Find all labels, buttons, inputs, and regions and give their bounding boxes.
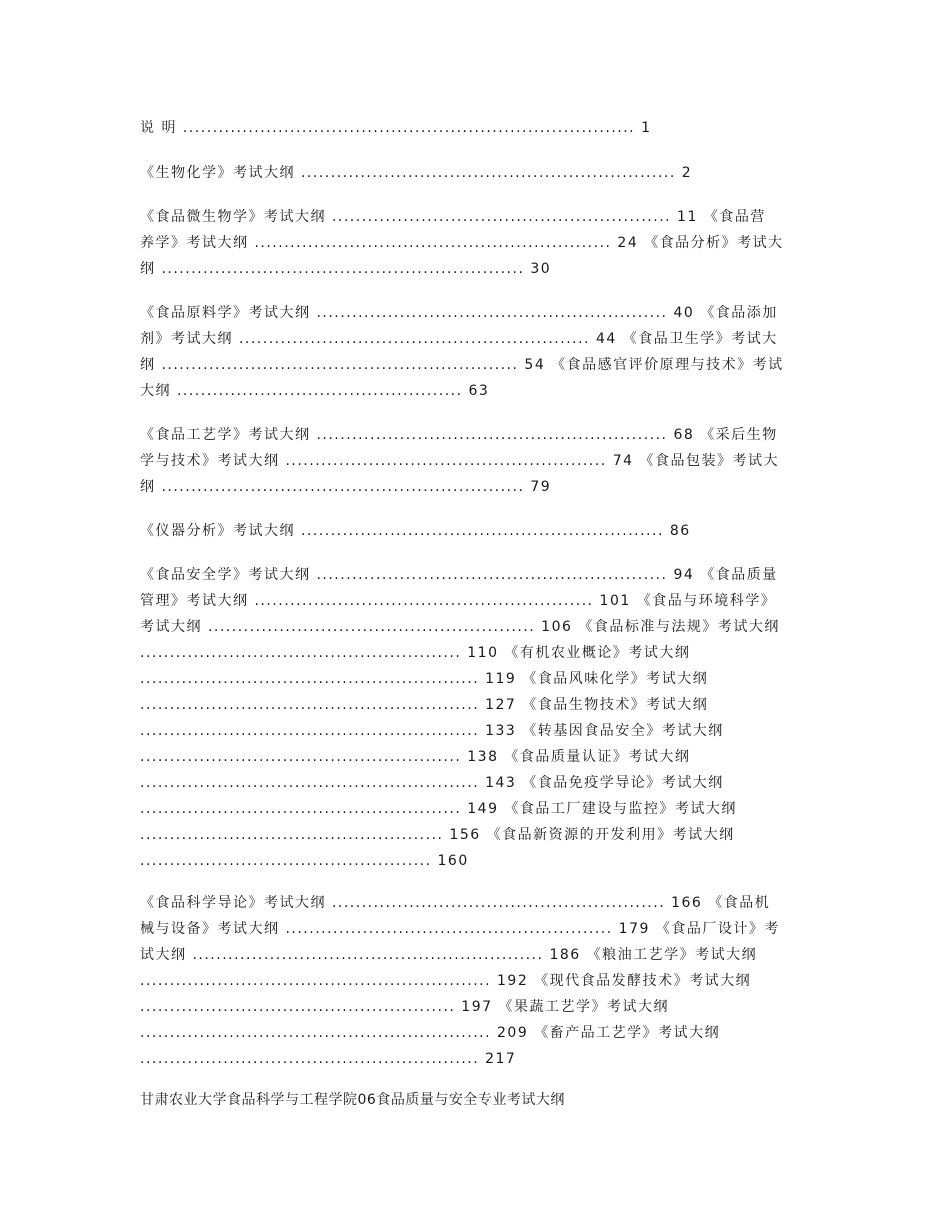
toc-line: 械与设备》考试大纲 ....................................................... 179 《食品厂设计》考 [140, 921, 780, 937]
toc-line: 《食品科学导论》考试大纲 ........................................................ 166 《食品机 [140, 895, 771, 911]
toc-line: 试大纲 ........................................................... 186 《粮油工艺学》考试大纲 [140, 947, 758, 963]
toc-line: ........................................................... 192 《现代食品发酵技术》考试大纲 [140, 973, 752, 989]
toc-line: ...................................................... 110 《有机农业概论》考试大纲 [140, 645, 691, 661]
toc-line: ................................................. 160 [140, 853, 469, 869]
toc-line: 《生物化学》考试大纲 ............................................................... 2 [140, 165, 693, 181]
toc-group-raw-materials[interactable] [140, 300, 810, 404]
toc-line: ......................................................... 133 《转基因食品安全》考试大纲 [140, 723, 724, 739]
toc-entry-instrumental-analysis[interactable] [140, 518, 810, 544]
toc-group-science-intro[interactable] [140, 890, 810, 1072]
toc-entry-biochemistry[interactable] [140, 160, 810, 186]
toc-line: 大纲 ................................................ 63 [140, 383, 490, 399]
toc-line: 《食品原料学》考试大纲 ........................................................... 40 《食品添加 [140, 305, 778, 321]
toc-line: ......................................................... 143 《食品免疫学导论》考试大纲 [140, 775, 724, 791]
toc-group-technology[interactable] [140, 422, 810, 500]
toc-line: ................................................... 156 《食品新资源的开发利用》考试大纲 [140, 827, 735, 843]
toc-line: ......................................................... 217 [140, 1051, 517, 1067]
toc-line: ......................................................... 119 《食品风味化学》考试大纲 [140, 671, 709, 687]
document-footer: 甘肃农业大学食品科学与工程学院06食品质量与安全专业考试大纲 [140, 1092, 565, 1108]
toc-line: 养学》考试大纲 ............................................................ 24 《食品分析》考试大 [140, 235, 784, 251]
toc-line: 管理》考试大纲 ......................................................... 101 《食品与环境科学》 [140, 593, 777, 609]
toc-entry-shuoming[interactable] [140, 115, 810, 141]
toc-line: 《食品工艺学》考试大纲 ........................................................... 68 《采后生物 [140, 427, 778, 443]
toc-line: 《仪器分析》考试大纲 ............................................................. 86 [140, 523, 691, 539]
toc-line: ........................................................... 209 《畜产品工艺学》考试大纲 [140, 1025, 721, 1041]
toc-line: 剂》考试大纲 ........................................................... 44 《食品卫生学》考试大 [140, 331, 778, 347]
toc-line: ......................................................... 127 《食品生物技术》考试大纲 [140, 697, 709, 713]
toc-line: ...................................................... 149 《食品工厂建设与监控》考试大纲 [140, 801, 737, 817]
toc-line: ...................................................... 138 《食品质量认证》考试大纲 [140, 749, 691, 765]
toc-line: 《食品安全学》考试大纲 ........................................................... 94 《食品质量 [140, 567, 778, 583]
toc-group-microbiology[interactable] [140, 204, 810, 282]
toc-line: 纲 ............................................................. 30 [140, 261, 552, 277]
toc-line: 《食品微生物学》考试大纲 ......................................................... 11 《食品营 [140, 209, 766, 225]
toc-line: 纲 ............................................................ 54 《食品感官评价原理与技术》考试 [140, 357, 784, 373]
toc-line: ..................................................... 197 《果蔬工艺学》考试大纲 [140, 999, 669, 1015]
toc-line: 说 明 ............................................................................ 1 [140, 120, 652, 136]
toc-group-safety[interactable] [140, 562, 810, 874]
toc-line: 学与技术》考试大纲 ...................................................... 74 《食品包装》考试大 [140, 453, 779, 469]
toc-line: 考试大纲 ....................................................... 106 《食品标准与法规》考试大纲 [140, 619, 780, 635]
toc-line: 纲 ............................................................. 79 [140, 479, 552, 495]
